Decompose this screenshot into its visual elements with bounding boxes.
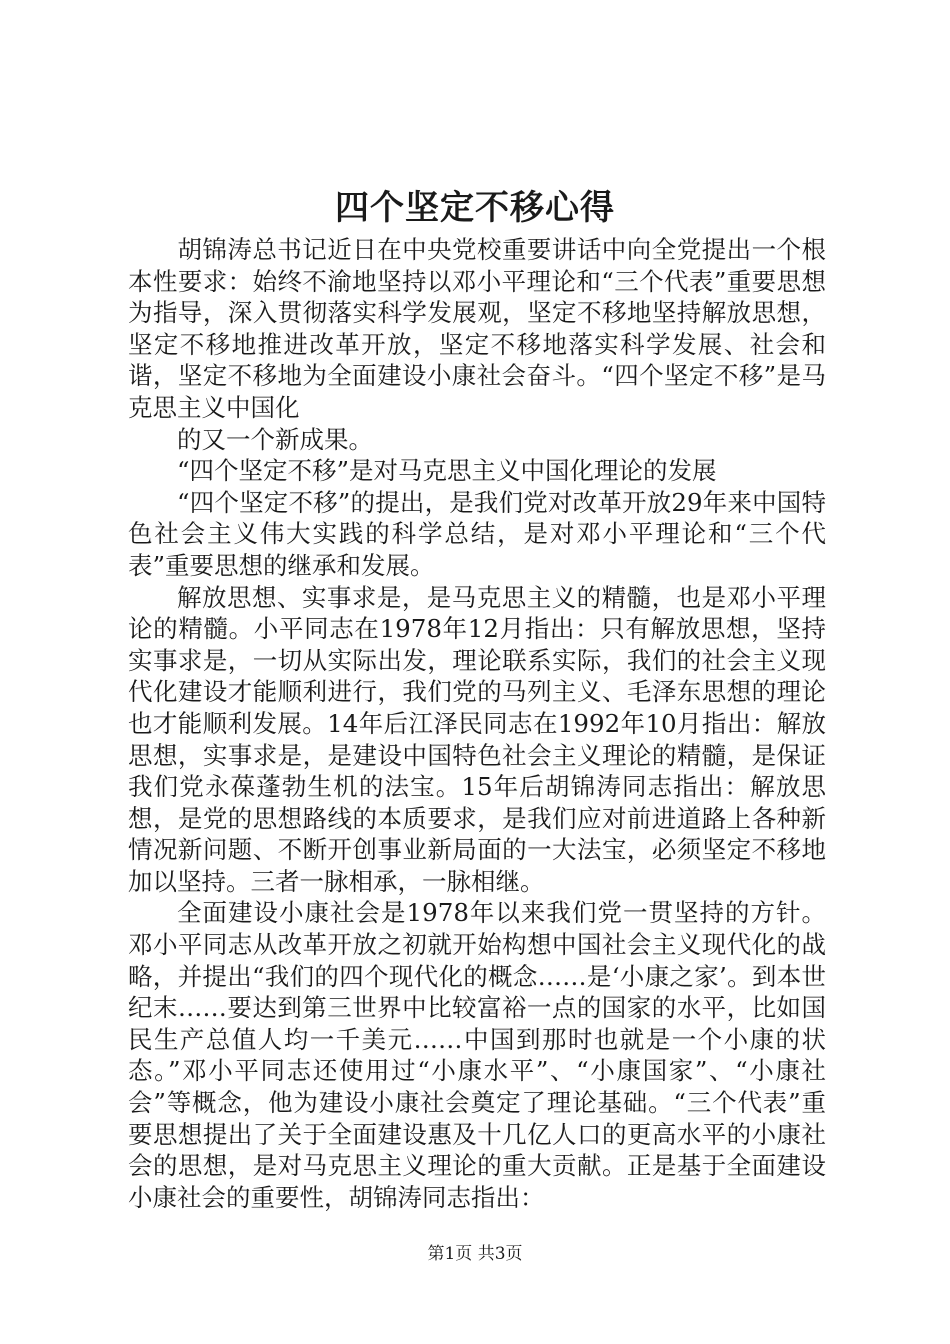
document-title: 四个坚定不移心得 [335,188,615,228]
section-heading: “四个坚定不移”是对马克思主义中国化理论的发展 [177,456,717,486]
paragraph-continuation: 的又一个新成果。 [177,424,373,454]
page-footer: 第1页 共3页 [427,1244,523,1264]
paragraph-intro-text: 胡锦涛总书记近日在中央党校重要讲话中向全党提出一个根本性要求：始终不渝地坚持以邓小平理论和“三个代表”重要思想为指导，深入贯彻落实科学发展观，坚定不移地坚持解放思想，坚定不移地推进改革开放，坚定不移地落实科学发展、社会和谐，坚定不移地为全面建设小康社会奋斗。“四个坚定不移”是马克思主义中国化 [128,235,826,422]
paragraph: “四个坚定不移”的提出，是我们党对改革开放29年来中国特色社会主义伟大实践的科学总结，是对邓小平理论和“三个代表”重要思想的继承和发展。 [128,487,826,580]
document-body [128,234,826,1213]
paragraph-intro [128,234,826,424]
paragraph: 解放思想、实事求是，是马克思主义的精髓，也是邓小平理论的精髓。小平同志在1978年12月指出：只有解放思想，坚持实事求是，一切从实际出发，理论联系实际，我们的社会主义现代化建设才能顺利进行，我们党的马列主义、毛泽东思想的理论也才能顺利发展。14年后江泽民同志在1992年10月指出：解放思想，实事求是，是建设中国特色社会主义理论的精髓，是保证我们党永葆蓬勃生机的法宝。15年后胡锦涛同志指出：解放思想，是党的思想路线的本质要求，是我们应对前进道路上各种新情况新问题、不断开创事业新局面的一大法宝，必须坚定不移地加以坚持。三者一脉相承，一脉相继。 [128,582,826,896]
paragraph: 全面建设小康社会是1978年以来我们党一贯坚持的方针。邓小平同志从改革开放之初就开始构想中国社会主义现代化的战略，并提出“我们的四个现代化的概念……是‘小康之家’。到本世纪末……要达到第三世界中比较富裕一点的国家的水平，比如国民生产总值人均一千美元……中国到那时也就是一个小康的状态。”邓小平同志还使用过“小康水平”、“小康国家”、“小康社会”等概念，他为建设小康社会奠定了理论基础。“三个代表”重要思想提出了关于全面建设惠及十几亿人口的更高水平的小康社会的思想，是对马克思主义理论的重大贡献。正是基于全面建设小康社会的重要性，胡锦涛同志指出： [128,898,826,1212]
